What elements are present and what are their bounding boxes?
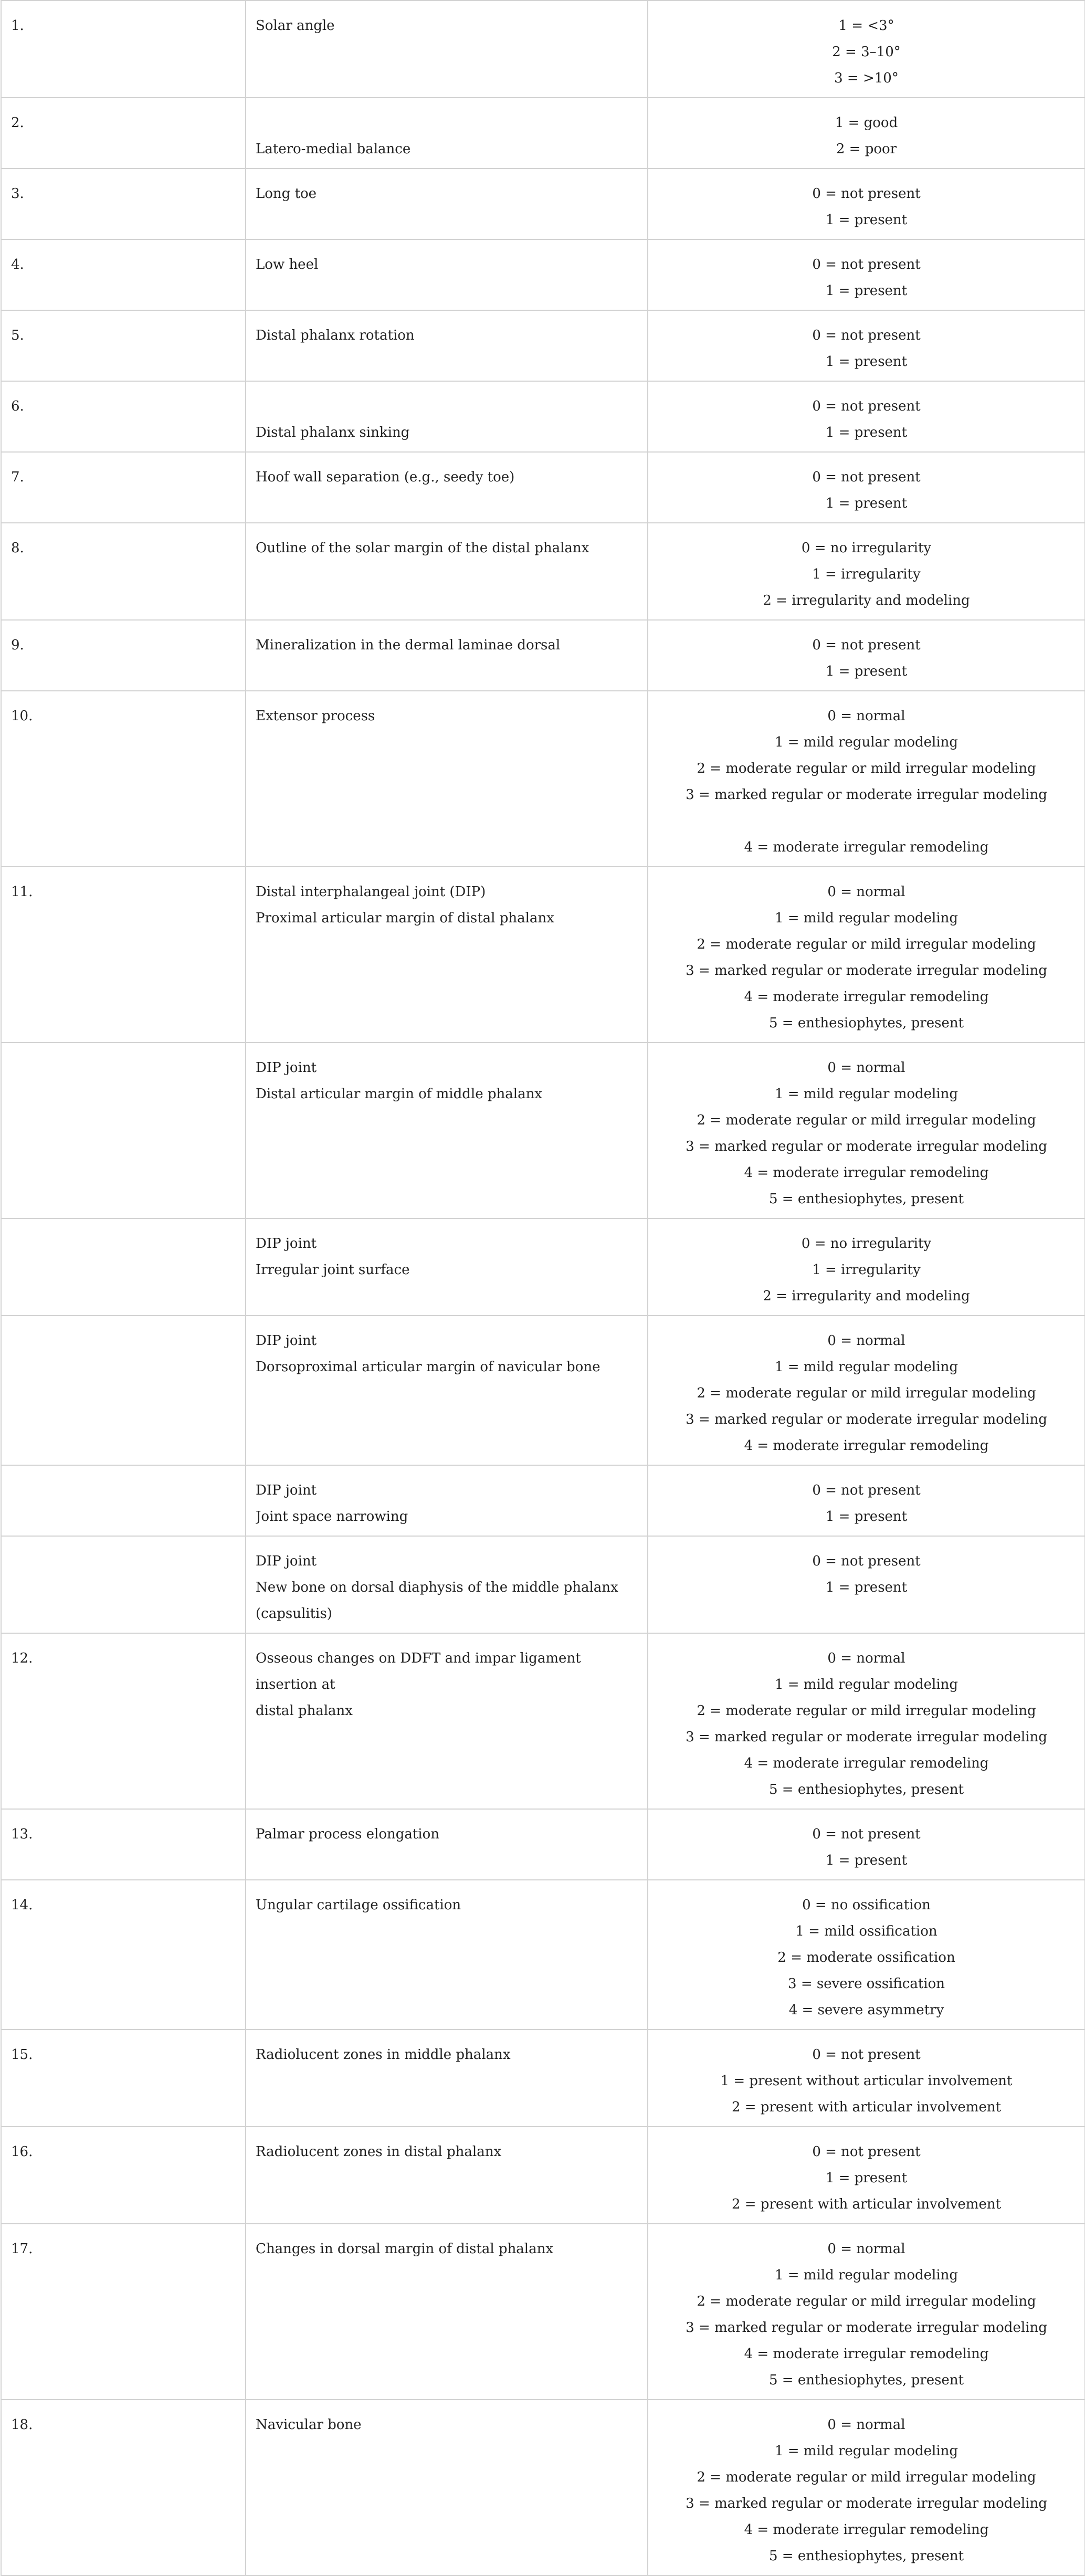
score-option: 1 = present without articular involvement bbox=[720, 2073, 1013, 2089]
score-cell bbox=[648, 2224, 1085, 2400]
score-option: 1 = irregularity bbox=[812, 1262, 921, 1278]
row-number: 16. bbox=[11, 2144, 33, 2160]
item-label: Navicular bone bbox=[256, 2417, 362, 2433]
row-number: 1. bbox=[11, 18, 24, 34]
score-option: 2 = present with articular involvement bbox=[731, 2196, 1002, 2212]
score-option: 0 = not present bbox=[812, 2144, 921, 2160]
score-option: 2 = 3–10° bbox=[832, 44, 901, 60]
score-option: 1 = present bbox=[825, 1853, 908, 1868]
item-label: DIP joint bbox=[256, 1236, 317, 1252]
score-option: 1 = present bbox=[825, 1580, 908, 1595]
row-number-cell bbox=[1, 2224, 246, 2400]
row-number: 5. bbox=[11, 328, 24, 343]
item-cell bbox=[246, 1316, 648, 1465]
score-option: 4 = moderate irregular remodeling bbox=[744, 989, 989, 1005]
table-row bbox=[1, 523, 1085, 620]
score-cell bbox=[648, 620, 1085, 691]
score-option: 3 = marked regular or moderate irregular modeling bbox=[686, 2320, 1047, 2336]
score-option: 2 = moderate regular or mild irregular modeling bbox=[697, 1112, 1036, 1128]
score-option: 1 = present bbox=[825, 664, 908, 679]
score-option: 1 = irregularity bbox=[812, 566, 921, 582]
item-label: Low heel bbox=[256, 257, 319, 272]
score-option: 0 = no ossification bbox=[802, 1897, 931, 1913]
table-row bbox=[1, 310, 1085, 381]
score-cell bbox=[648, 169, 1085, 239]
score-option: 1 = <3° bbox=[838, 18, 894, 34]
row-number-cell bbox=[1, 98, 246, 169]
score-option: 5 = enthesiophytes, present bbox=[768, 1191, 964, 1207]
row-number-cell bbox=[1, 2127, 246, 2224]
table-row bbox=[1, 1043, 1085, 1218]
score-option: 2 = present with articular involvement bbox=[731, 2099, 1002, 2115]
score-option: 5 = enthesiophytes, present bbox=[768, 2372, 964, 2388]
score-option: 2 = irregularity and modeling bbox=[763, 593, 970, 608]
item-label: Ungular cartilage ossification bbox=[256, 1897, 461, 1913]
item-label: Long toe bbox=[256, 186, 317, 202]
item-cell bbox=[246, 620, 648, 691]
row-number-cell bbox=[1, 523, 246, 620]
row-number bbox=[11, 1231, 245, 1257]
table-row bbox=[1, 1465, 1085, 1536]
item-cell bbox=[246, 867, 648, 1043]
item-label: New bone on dorsal diaphysis of the middle phalanx bbox=[256, 1580, 618, 1595]
score-option: 0 = not present bbox=[812, 637, 921, 653]
score-option: 1 = present bbox=[825, 1509, 908, 1524]
item-label: Solar angle bbox=[256, 18, 335, 34]
row-number-cell bbox=[1, 239, 246, 310]
score-option: 1 = mild regular modeling bbox=[774, 2443, 958, 2459]
score-cell bbox=[648, 1536, 1085, 1633]
score-option: 5 = enthesiophytes, present bbox=[768, 1782, 964, 1797]
item-cell bbox=[246, 381, 648, 452]
row-number: 10. bbox=[11, 708, 33, 724]
row-number-cell bbox=[1, 1316, 246, 1465]
item-label: DIP joint bbox=[256, 1482, 317, 1498]
row-number: 15. bbox=[11, 2047, 33, 2063]
score-option: 1 = present bbox=[825, 283, 908, 299]
score-option: 0 = not present bbox=[812, 469, 921, 485]
table-row bbox=[1, 1880, 1085, 2030]
score-option: 3 = >10° bbox=[834, 70, 899, 86]
table-row bbox=[1, 867, 1085, 1043]
item-cell bbox=[246, 1, 648, 98]
score-option: 1 = mild regular modeling bbox=[774, 1359, 958, 1375]
row-number: 17. bbox=[11, 2241, 33, 2257]
row-number: 12. bbox=[11, 1650, 33, 1666]
score-cell bbox=[648, 381, 1085, 452]
row-number-cell bbox=[1, 381, 246, 452]
item-cell bbox=[246, 523, 648, 620]
score-option: 3 = marked regular or moderate irregular modeling bbox=[686, 1729, 1047, 1745]
item-cell bbox=[246, 2224, 648, 2400]
score-option: 2 = poor bbox=[836, 141, 897, 157]
row-number: 3. bbox=[11, 186, 24, 202]
item-cell bbox=[246, 239, 648, 310]
item-cell bbox=[246, 98, 648, 169]
item-label: Changes in dorsal margin of distal phalanx bbox=[256, 2241, 554, 2257]
score-option: 2 = moderate regular or mild irregular modeling bbox=[697, 1703, 1036, 1719]
item-cell bbox=[246, 2030, 648, 2127]
table-row bbox=[1, 2127, 1085, 2224]
item-label: Distal interphalangeal joint (DIP) bbox=[256, 884, 486, 900]
score-cell bbox=[648, 239, 1085, 310]
table-row bbox=[1, 1316, 1085, 1465]
row-number: 7. bbox=[11, 469, 24, 485]
score-cell bbox=[648, 2400, 1085, 2575]
score-cell bbox=[648, 1, 1085, 98]
score-cell bbox=[648, 1809, 1085, 1880]
table-row bbox=[1, 381, 1085, 452]
score-cell bbox=[648, 523, 1085, 620]
item-cell bbox=[246, 1633, 648, 1809]
score-option: 3 = severe ossification bbox=[788, 1976, 945, 1992]
table-row bbox=[1, 169, 1085, 239]
score-cell bbox=[648, 1465, 1085, 1536]
item-label: Radiolucent zones in middle phalanx bbox=[256, 2047, 511, 2063]
row-number-cell bbox=[1, 1809, 246, 1880]
score-option: 0 = not present bbox=[812, 1826, 921, 1842]
table-row bbox=[1, 620, 1085, 691]
score-option: 1 = mild regular modeling bbox=[774, 910, 958, 926]
score-option: 4 = moderate irregular remodeling bbox=[744, 2522, 989, 2538]
item-cell bbox=[246, 169, 648, 239]
score-option: 3 = marked regular or moderate irregular modeling bbox=[686, 2496, 1047, 2511]
score-option: 0 = not present bbox=[812, 186, 921, 202]
score-option: 0 = normal bbox=[827, 1333, 905, 1349]
score-option: 0 = no irregularity bbox=[801, 1236, 932, 1252]
row-number: 11. bbox=[11, 884, 33, 900]
item-label: Outline of the solar margin of the distal phalanx bbox=[256, 540, 589, 556]
item-label: Extensor process bbox=[256, 708, 375, 724]
score-option: 0 = not present bbox=[812, 328, 921, 343]
score-option: 0 = not present bbox=[812, 398, 921, 414]
row-number-cell bbox=[1, 1218, 246, 1316]
score-option: 1 = mild regular modeling bbox=[774, 1086, 958, 1102]
row-number-cell bbox=[1, 1, 246, 98]
score-option: 4 = moderate irregular remodeling bbox=[744, 1438, 989, 1454]
radiographic-scoring-table bbox=[1, 0, 1085, 2576]
row-number bbox=[11, 1548, 245, 1574]
table-row bbox=[1, 691, 1085, 867]
item-cell bbox=[246, 452, 648, 523]
item-label: Dorsoproximal articular margin of navicular bone bbox=[256, 1359, 601, 1375]
item-cell bbox=[246, 1218, 648, 1316]
score-option: 3 = marked regular or moderate irregular modeling bbox=[686, 1412, 1047, 1427]
score-cell bbox=[648, 2127, 1085, 2224]
row-number: 4. bbox=[11, 257, 24, 272]
table-row bbox=[1, 2224, 1085, 2400]
row-number-cell bbox=[1, 1465, 246, 1536]
item-label: Latero-medial balance bbox=[256, 141, 411, 157]
score-option: 1 = mild ossification bbox=[795, 1923, 937, 1939]
score-option: 2 = irregularity and modeling bbox=[763, 1288, 970, 1304]
table-row bbox=[1, 452, 1085, 523]
row-number: 18. bbox=[11, 2417, 33, 2433]
score-cell bbox=[648, 1633, 1085, 1809]
table-row bbox=[1, 239, 1085, 310]
item-cell bbox=[246, 1465, 648, 1536]
table-row bbox=[1, 98, 1085, 169]
item-cell bbox=[246, 1043, 648, 1218]
table-row bbox=[1, 1633, 1085, 1809]
row-number: 6. bbox=[11, 398, 24, 414]
item-label: DIP joint bbox=[256, 1060, 317, 1076]
score-cell bbox=[648, 1316, 1085, 1465]
row-number: 14. bbox=[11, 1897, 33, 1913]
score-option: 5 = enthesiophytes, present bbox=[768, 2548, 964, 2564]
item-label: Radiolucent zones in distal phalanx bbox=[256, 2144, 502, 2160]
score-option: 1 = present bbox=[825, 425, 908, 440]
score-option: 0 = normal bbox=[827, 1060, 905, 1076]
score-option: 2 = moderate regular or mild irregular modeling bbox=[697, 1385, 1036, 1401]
table-row bbox=[1, 1536, 1085, 1633]
score-option: 0 = not present bbox=[812, 1482, 921, 1498]
score-option: 3 = marked regular or moderate irregular modeling bbox=[686, 963, 1047, 979]
score-option: 1 = mild regular modeling bbox=[774, 1677, 958, 1692]
item-label: Proximal articular margin of distal phalanx bbox=[256, 910, 554, 926]
item-cell bbox=[246, 1536, 648, 1633]
item-cell bbox=[246, 1880, 648, 2030]
score-option: 0 = not present bbox=[812, 257, 921, 272]
row-number-cell bbox=[1, 169, 246, 239]
score-option: 4 = moderate irregular remodeling bbox=[744, 2346, 989, 2362]
table-row bbox=[1, 2400, 1085, 2575]
item-label: Distal articular margin of middle phalanx bbox=[256, 1086, 542, 1102]
score-option: 2 = moderate ossification bbox=[777, 1950, 955, 1965]
score-cell bbox=[648, 867, 1085, 1043]
row-number-cell bbox=[1, 1536, 246, 1633]
row-number: 8. bbox=[11, 540, 24, 556]
table-body bbox=[1, 1, 1085, 2575]
score-option: 0 = normal bbox=[827, 708, 905, 724]
row-number: 13. bbox=[11, 1826, 33, 1842]
score-option: 4 = severe asymmetry bbox=[788, 2002, 944, 2018]
item-label: Palmar process elongation bbox=[256, 1826, 440, 1842]
item-cell bbox=[246, 2127, 648, 2224]
row-number bbox=[11, 1055, 245, 1081]
item-label: (capsulitis) bbox=[256, 1606, 332, 1622]
score-option: 1 = present bbox=[825, 496, 908, 511]
score-option: 0 = normal bbox=[827, 2241, 905, 2257]
item-label: Distal phalanx rotation bbox=[256, 328, 415, 343]
score-option: 1 = present bbox=[825, 354, 908, 370]
row-number bbox=[11, 1477, 245, 1503]
row-number-cell bbox=[1, 691, 246, 867]
score-cell bbox=[648, 691, 1085, 867]
item-label: Irregular joint surface bbox=[256, 1262, 410, 1278]
item-cell bbox=[246, 691, 648, 867]
score-cell bbox=[648, 98, 1085, 169]
score-option: 0 = normal bbox=[827, 884, 905, 900]
row-number: 9. bbox=[11, 637, 24, 653]
score-option: 0 = normal bbox=[827, 2417, 905, 2433]
item-cell bbox=[246, 2400, 648, 2575]
score-cell bbox=[648, 1043, 1085, 1218]
score-option: 4 = moderate irregular remodeling bbox=[744, 1165, 989, 1181]
row-number-cell bbox=[1, 2400, 246, 2575]
row-number-cell bbox=[1, 452, 246, 523]
table-row bbox=[1, 1, 1085, 98]
score-cell bbox=[648, 452, 1085, 523]
item-label: Distal phalanx sinking bbox=[256, 425, 410, 440]
table-row bbox=[1, 1809, 1085, 1880]
score-option: 2 = moderate regular or mild irregular modeling bbox=[697, 937, 1036, 952]
item-label: Joint space narrowing bbox=[256, 1509, 408, 1524]
score-cell bbox=[648, 1880, 1085, 2030]
score-option: 0 = normal bbox=[827, 1650, 905, 1666]
score-option: 1 = mild regular modeling bbox=[774, 2267, 958, 2283]
row-number bbox=[11, 1328, 245, 1354]
score-option: 1 = present bbox=[825, 2170, 908, 2186]
score-cell bbox=[648, 2030, 1085, 2127]
score-option: 1 = present bbox=[825, 212, 908, 228]
item-label: DIP joint bbox=[256, 1333, 317, 1349]
score-option: 4 = moderate irregular remodeling bbox=[744, 839, 989, 855]
score-cell bbox=[648, 1218, 1085, 1316]
row-number: 2. bbox=[11, 115, 24, 131]
score-option: 3 = marked regular or moderate irregular modeling bbox=[686, 1139, 1047, 1154]
row-number-cell bbox=[1, 310, 246, 381]
score-option: 4 = moderate irregular remodeling bbox=[744, 1755, 989, 1771]
score-option: 3 = marked regular or moderate irregular modeling bbox=[686, 787, 1047, 803]
item-cell bbox=[246, 310, 648, 381]
score-option: 0 = no irregularity bbox=[801, 540, 932, 556]
score-cell bbox=[648, 310, 1085, 381]
row-number-cell bbox=[1, 867, 246, 1043]
item-cell bbox=[246, 1809, 648, 1880]
item-label: distal phalanx bbox=[256, 1703, 353, 1719]
score-option: 1 = good bbox=[835, 115, 898, 131]
row-number-cell bbox=[1, 2030, 246, 2127]
row-number-cell bbox=[1, 1880, 246, 2030]
row-number-cell bbox=[1, 1043, 246, 1218]
score-option: 2 = moderate regular or mild irregular modeling bbox=[697, 761, 1036, 776]
score-option: 0 = not present bbox=[812, 2047, 921, 2063]
score-option: 1 = mild regular modeling bbox=[774, 734, 958, 750]
table-row bbox=[1, 1218, 1085, 1316]
score-option: 5 = enthesiophytes, present bbox=[768, 1015, 964, 1031]
score-option: 2 = moderate regular or mild irregular modeling bbox=[697, 2469, 1036, 2485]
item-label: Hoof wall separation (e.g., seedy toe) bbox=[256, 469, 515, 485]
item-label: DIP joint bbox=[256, 1553, 317, 1569]
score-option: 2 = moderate regular or mild irregular modeling bbox=[697, 2294, 1036, 2309]
row-number-cell bbox=[1, 620, 246, 691]
score-option: 0 = not present bbox=[812, 1553, 921, 1569]
row-number-cell bbox=[1, 1633, 246, 1809]
item-label: Mineralization in the dermal laminae dorsal bbox=[256, 637, 561, 653]
item-label: Osseous changes on DDFT and impar ligament insertion at bbox=[256, 1650, 581, 1692]
table-row bbox=[1, 2030, 1085, 2127]
